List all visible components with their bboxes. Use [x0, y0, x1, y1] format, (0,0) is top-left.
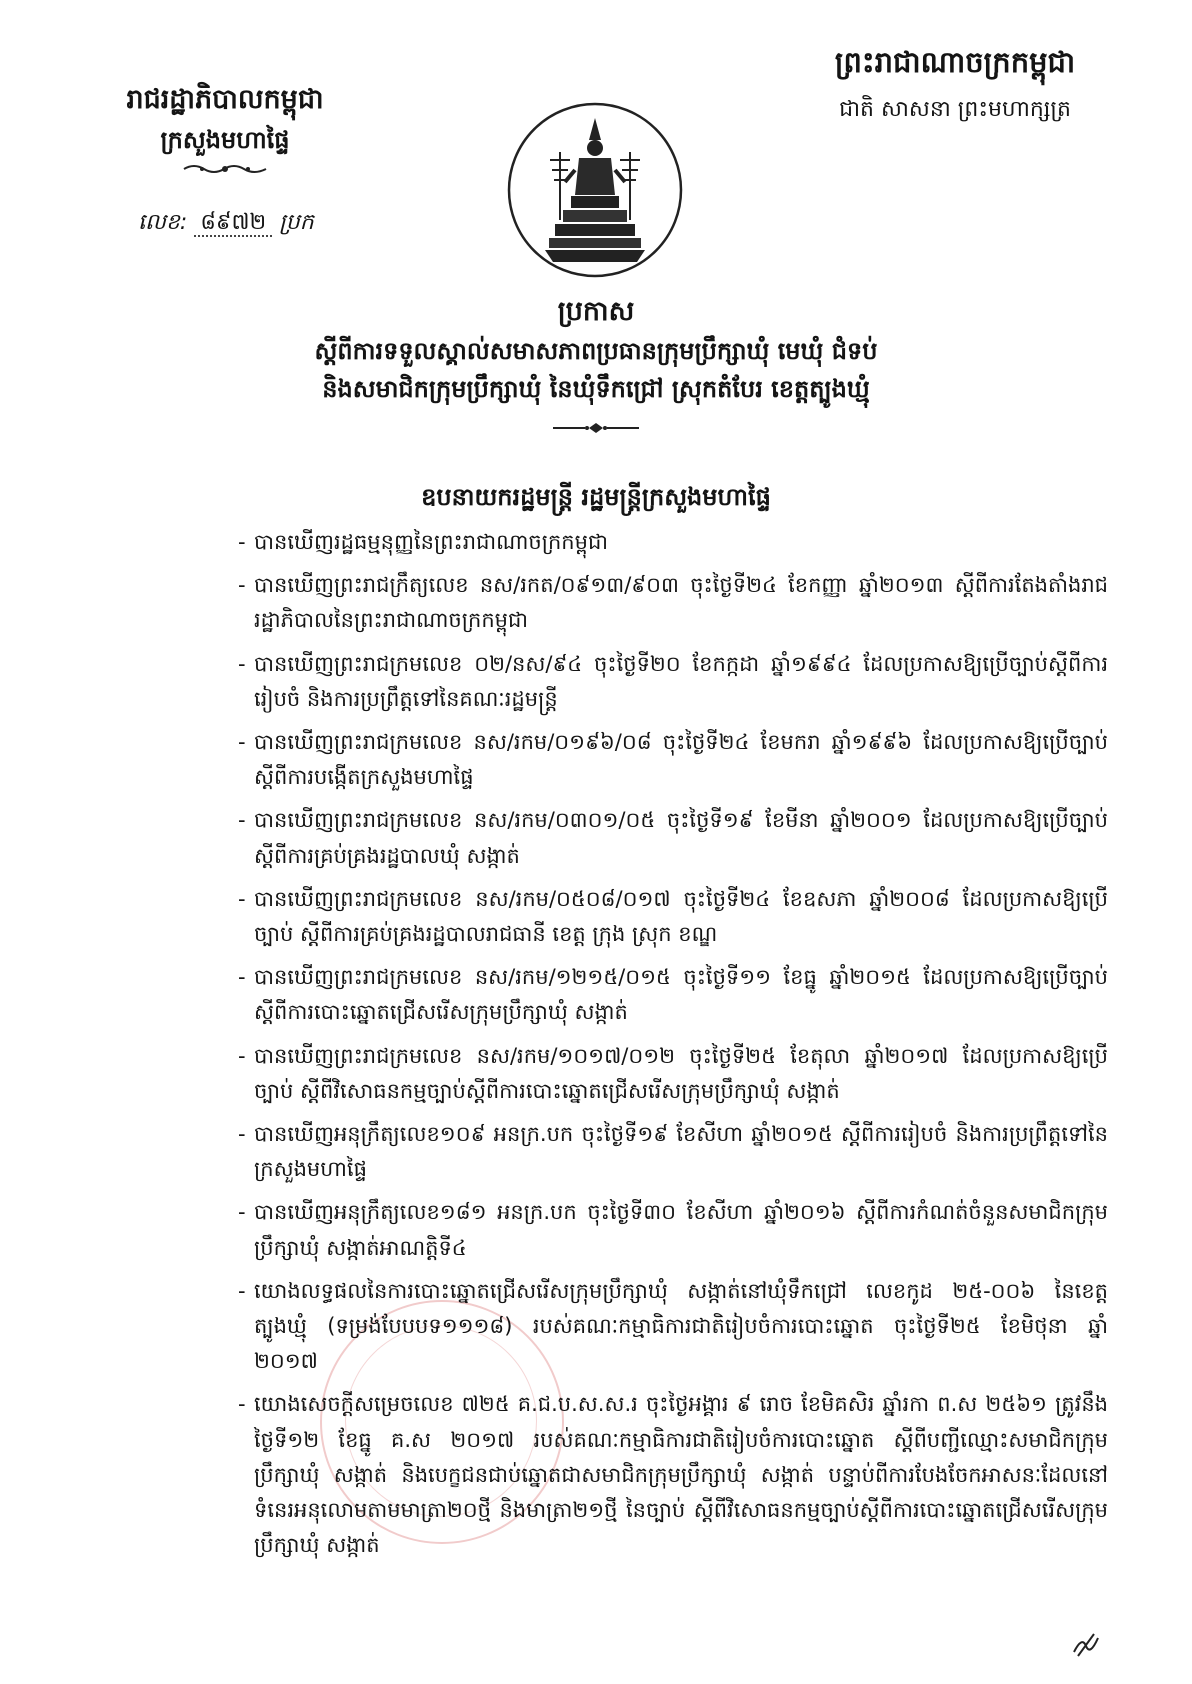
list-item: - បានឃើញព្រះរាជក្រមលេខ នស/រកម/០៥០៨/០១៧ ចុះថ្ងៃទី២៤ ខែឧសភា ឆ្នាំ២០០៨ ដែលប្រកាសឱ្យប្រើច្បាប់ ស្តីពីការគ្រប់គ្រងរដ្ឋបាលរាជធានី ខេត្ត ក្រុង ស្រុក ខណ្ឌ [238, 882, 1108, 952]
reference-label: លេខ: [138, 210, 188, 235]
kingdom-name: ព្រះរាជាណាចក្រកម្ពុជា [834, 45, 1076, 79]
ministry-name: ក្រសួងមហាផ្ទៃ [160, 126, 290, 154]
list-item: - បានឃើញព្រះរាជក្រមលេខ ០២/នស/៩៤ ចុះថ្ងៃទី២០ ខែកក្កដា ឆ្នាំ១៩៩៤ ដែលប្រកាសឱ្យប្រើច្បាប់ស្តីពីការរៀបចំ និងការប្រព្រឹត្តទៅនៃគណៈរដ្ឋមន្ត្រី [238, 647, 1108, 717]
legal-basis-list [238, 525, 1108, 1571]
declaration-title-block [0, 292, 1192, 434]
declaration-subject-line-1: ស្តីពីការទទួលស្គាល់សមាសភាពប្រធានក្រុមប្រឹក្សាឃុំ មេឃុំ ជំទប់ [314, 337, 878, 365]
reference-number: ៨៩៧២ [194, 210, 272, 237]
list-item: - បានឃើញព្រះរាជក្រមលេខ នស/រកម/១២១៥/០១៥ ចុះថ្ងៃទី១១ ខែធ្នូ ឆ្នាំ២០១៥ ដែលប្រកាសឱ្យប្រើច្បាប់ ស្តីពីការបោះឆ្នោតជ្រើសរើសក្រុមប្រឹក្សាឃុំ សង្កាត់ [238, 960, 1108, 1030]
initial-mark-icon [1070, 1630, 1100, 1660]
list-item: - បានឃើញរដ្ឋធម្មនុញ្ញនៃព្រះរាជាណាចក្រកម្ពុជា [238, 525, 1108, 560]
list-item: - បានឃើញព្រះរាជក្រមលេខ នស/រកម/០៣០១/០៥ ចុះថ្ងៃទី១៩ ខែមីនា ឆ្នាំ២០០១ ដែលប្រកាសឱ្យប្រើច្បាប់ ស្តីពីការគ្រប់គ្រងរដ្ឋបាលឃុំ សង្កាត់ [238, 803, 1108, 873]
signatory-title: ឧបនាយករដ្ឋមន្ត្រី រដ្ឋមន្ត្រីក្រសួងមហាផ្ទៃ [421, 483, 771, 511]
royal-emblem-icon [505, 100, 685, 280]
list-item: - បានឃើញអនុក្រឹត្យលេខ១៨១ អនក្រ.បក ចុះថ្ងៃទី៣០ ខែសីហា ឆ្នាំ២០១៦ ស្តីពីការកំណត់ចំនួនសមាជិកក្រុមប្រឹក្សាឃុំ សង្កាត់អាណត្តិទី៤ [238, 1195, 1108, 1265]
ornament-divider-small [182, 162, 268, 176]
reference-suffix: ប្រក [279, 210, 314, 235]
national-motto: ជាតិ សាសនា ព្រះមហាក្សត្រ [839, 97, 1071, 122]
list-item: - បានឃើញព្រះរាជក្រឹត្យលេខ នស/រកត/០៩១៣/៩០៣ ចុះថ្ងៃទី២៤ ខែកញ្ញា ឆ្នាំ២០១៣ ស្តីពីការតែងតាំងរាជរដ្ឋាភិបាលនៃព្រះរាជាណាចក្រកម្ពុជា [238, 568, 1108, 638]
list-item: - បានឃើញព្រះរាជក្រមលេខ នស/រកម/០១៩៦/០៨ ចុះថ្ងៃទី២៤ ខែមករា ឆ្នាំ១៩៩៦ ដែលប្រកាសឱ្យប្រើច្បាប់ ស្តីពីការបង្កើតក្រសួងមហាផ្ទៃ [238, 725, 1108, 795]
reference-line [138, 208, 314, 240]
declaration-subject-line-2: និងសមាជិកក្រុមប្រឹក្សាឃុំ នៃឃុំទឹកជ្រៅ ស្រុកតំបែរ ខេត្តត្បូងឃ្មុំ [322, 375, 870, 403]
declaration-heading: ប្រកាស [557, 296, 635, 327]
issuer-block [95, 80, 355, 176]
government-name: រាជរដ្ឋាភិបាលកម្ពុជា [126, 84, 324, 115]
list-item: - បានឃើញព្រះរាជក្រមលេខ នស/រកម/១០១៧/០១២ ចុះថ្ងៃទី២៥ ខែតុលា ឆ្នាំ២០១៧ ដែលប្រកាសឱ្យប្រើច្បាប់ ស្តីពីវិសោធនកម្មច្បាប់ស្តីពីការបោះឆ្នោតជ្រើសរើសក្រុមប្រឹក្សាឃុំ សង្កាត់ [238, 1039, 1108, 1109]
list-item: - យោងសេចក្តីសម្រេចលេខ ៧២៥ គ.ជ.ប.ស.ស.រ ចុះថ្ងៃអង្គារ ៩ រោច ខែមិគសិរ ឆ្នាំរកា ព.ស ២៥៦១ ត្រូវនឹងថ្ងៃទី១២ ខែធ្នូ គ.ស ២០១៧ របស់គណៈកម្មាធិការជាតិរៀបចំការបោះឆ្នោត ស្តីពីបញ្ជីឈ្មោះសមាជិកក្រុមប្រឹក្សាឃុំ សង្កាត់ និងបេក្ខជនជាប់ឆ្នោតជាសមាជិកក្រុមប្រឹក្សាឃុំ សង្កាត់ បន្ទាប់ពីការបែងចែកអាសនៈដែលនៅទំនេរអនុលោមតាមមាត្រា២០ថ្មី និងមាត្រា២១ថ្មី នៃច្បាប់ ស្តីពីវិសោធនកម្មច្បាប់ស្តីពីការបោះឆ្នោតជ្រើសរើសក្រុមប្រឹក្សាឃុំ សង្កាត់ [238, 1387, 1108, 1563]
ornament-divider-center [551, 422, 641, 434]
list-item: - យោងលទ្ធផលនៃការបោះឆ្នោតជ្រើសរើសក្រុមប្រឹក្សាឃុំ សង្កាត់នៅឃុំទឹកជ្រៅ លេខកូដ ២៥-០០៦ នៃខេត្តត្បូងឃ្មុំ (ទម្រង់បែបបទ១១១៨) របស់គណៈកម្មាធិការជាតិរៀបចំការបោះឆ្នោត ចុះថ្ងៃទី២៥ ខែមិថុនា ឆ្នាំ ២០១៧ [238, 1274, 1108, 1380]
kingdom-block [790, 40, 1120, 128]
list-item: - បានឃើញអនុក្រឹត្យលេខ១០៩ អនក្រ.បក ចុះថ្ងៃទី១៩ ខែសីហា ឆ្នាំ២០១៥ ស្តីពីការរៀបចំ និងការប្រព្រឹត្តទៅនៃក្រសួងមហាផ្ទៃ [238, 1117, 1108, 1187]
